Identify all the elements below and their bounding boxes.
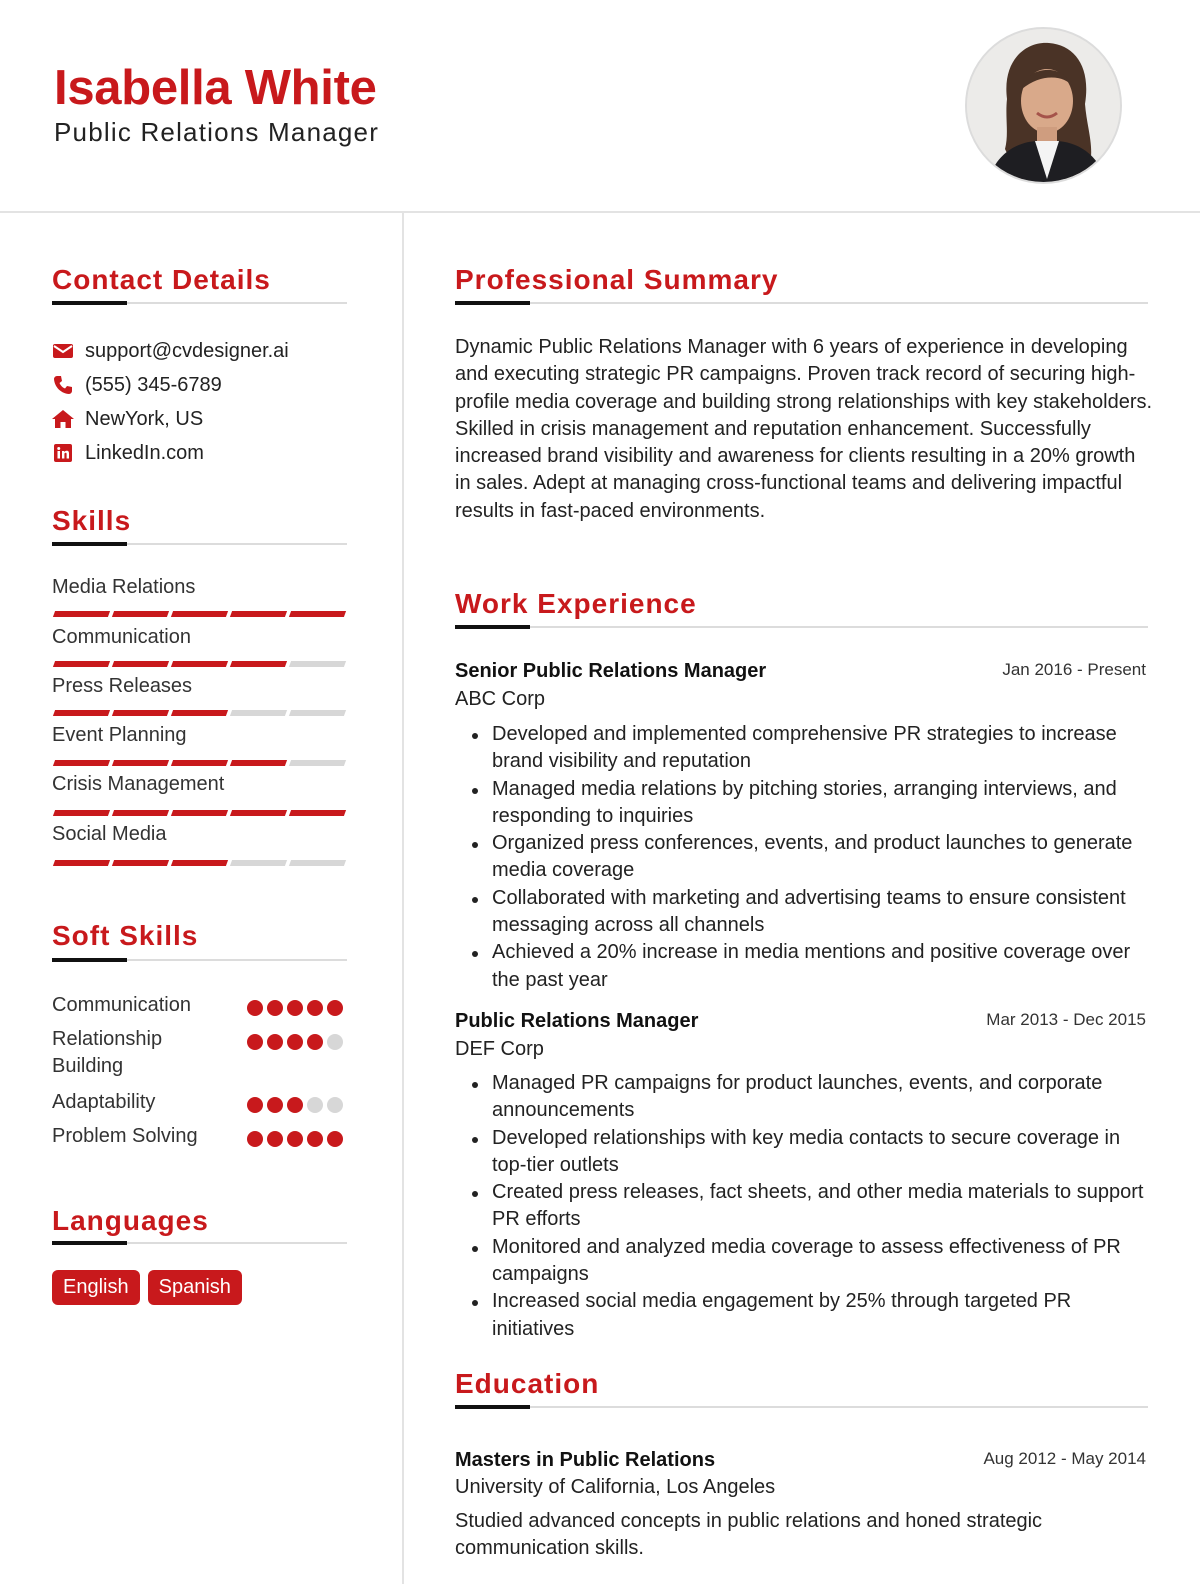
job-company: ABC Corp	[455, 688, 546, 710]
rating-dot-filled	[307, 1000, 323, 1016]
job-bullets	[470, 721, 1155, 994]
education-description: Studied advanced concepts in public relations and honed strategic communication skills.	[455, 1510, 1043, 1560]
skill-segment-filled	[112, 710, 169, 716]
list-item: Collaborated with marketing and advertising teams to ensure consistent messaging across all channels	[470, 885, 1155, 940]
rating-dot-filled	[287, 1131, 303, 1147]
skill-segment-filled	[53, 860, 110, 866]
skill-segment-empty	[289, 760, 346, 766]
contact-title: Contact Details	[52, 264, 271, 295]
skill-label: Crisis Management	[52, 773, 225, 795]
skill-bar	[54, 860, 349, 866]
candidate-name: Isabella White	[54, 61, 377, 115]
skill-segment-filled	[230, 611, 287, 617]
soft-skill-label: Communication	[52, 994, 191, 1016]
skill-segment-filled	[171, 810, 228, 816]
email-icon	[52, 340, 74, 362]
column-divider	[402, 213, 404, 1584]
soft-skill-rating	[247, 1034, 347, 1050]
soft-skill-rating	[247, 1097, 347, 1113]
job-bullets	[470, 1070, 1155, 1343]
contact-location	[52, 406, 203, 432]
skill-segment-filled	[230, 810, 287, 816]
rating-dot-filled	[267, 1097, 283, 1113]
rating-dot-filled	[327, 1131, 343, 1147]
rating-dot-filled	[307, 1131, 323, 1147]
skill-segment-filled	[53, 710, 110, 716]
linkedin-icon	[52, 442, 74, 464]
soft-skill-label: Problem Solving	[52, 1125, 198, 1147]
candidate-role: Public Relations Manager	[54, 117, 380, 147]
contact-email-text: support@cvdesigner.ai	[85, 339, 289, 362]
rating-dot-filled	[247, 1131, 263, 1147]
skill-segment-filled	[112, 810, 169, 816]
list-item: Developed relationships with key media contacts to secure coverage in top-tier outlets	[470, 1125, 1155, 1180]
rating-dot-empty	[307, 1097, 323, 1113]
rating-dot-filled	[267, 1000, 283, 1016]
skill-segment-filled	[171, 760, 228, 766]
skill-bar	[54, 810, 349, 816]
rating-dot-empty	[327, 1097, 343, 1113]
rating-dot-filled	[247, 1097, 263, 1113]
languages-title-underline	[52, 1242, 347, 1244]
soft-skill-label: Relationship Building	[52, 1028, 163, 1077]
resume-header	[0, 0, 1200, 213]
avatar	[965, 27, 1122, 184]
contact-phone-text: (555) 345-6789	[85, 373, 222, 396]
soft-skill-label: Adaptability	[52, 1091, 156, 1113]
language-list	[52, 1270, 250, 1305]
skill-label: Social Media	[52, 823, 167, 845]
list-item: Managed media relations by pitching stories, arranging interviews, and responding to inquiries	[470, 776, 1155, 831]
education-title-underline	[455, 1406, 1148, 1408]
skill-segment-filled	[53, 661, 110, 667]
job-title: Public Relations Manager	[455, 1010, 699, 1032]
contact-phone[interactable]	[52, 372, 222, 398]
phone-icon	[52, 374, 74, 396]
education-school: University of California, Los Angeles	[455, 1476, 776, 1498]
skill-segment-filled	[53, 760, 110, 766]
skill-segment-empty	[289, 860, 346, 866]
skill-label: Communication	[52, 626, 191, 648]
skill-segment-empty	[289, 710, 346, 716]
skill-segment-filled	[289, 810, 346, 816]
skill-segment-filled	[171, 860, 228, 866]
contact-location-text: NewYork, US	[85, 407, 204, 430]
list-item: Achieved a 20% increase in media mentions and positive coverage over the past year	[470, 939, 1155, 994]
skill-segment-empty	[289, 661, 346, 667]
soft-skills-title-underline	[52, 959, 347, 961]
skill-segment-filled	[289, 611, 346, 617]
skill-segment-filled	[112, 860, 169, 866]
skill-label: Event Planning	[52, 724, 187, 746]
soft-skill-rating	[247, 1000, 347, 1016]
skill-segment-filled	[53, 611, 110, 617]
rating-dot-filled	[267, 1034, 283, 1050]
job-dates: Jan 2016 - Present	[1002, 660, 1146, 679]
list-item: Developed and implemented comprehensive PR strategies to increase brand visibility and reputation	[470, 721, 1155, 776]
rating-dot-filled	[267, 1131, 283, 1147]
skill-label: Press Releases	[52, 675, 193, 697]
skill-segment-filled	[230, 760, 287, 766]
list-item: Increased social media engagement by 25% through targeted PR initiatives	[470, 1288, 1155, 1343]
language-tag: Spanish	[148, 1270, 242, 1305]
rating-dot-empty	[327, 1034, 343, 1050]
profile-photo	[967, 29, 1122, 184]
job-title: Senior Public Relations Manager	[455, 660, 767, 682]
skill-bar	[54, 661, 349, 667]
contact-linkedin[interactable]	[52, 440, 204, 466]
job-dates: Mar 2013 - Dec 2015	[986, 1010, 1146, 1029]
list-item: Organized press conferences, events, and product launches to generate media coverage	[470, 830, 1155, 885]
soft-skill-rating	[247, 1131, 347, 1147]
experience-title: Work Experience	[455, 588, 697, 619]
skill-bar	[54, 760, 349, 766]
education-title: Education	[455, 1368, 600, 1399]
skill-segment-filled	[171, 661, 228, 667]
summary-title: Professional Summary	[455, 264, 779, 295]
rating-dot-filled	[287, 1097, 303, 1113]
summary-text: Dynamic Public Relations Manager with 6 years of experience in developing and executing strategic PR campaigns. Proven track record of securing high-profile media coverage and building strong relationships with key stakeholders. Skilled in crisis management and reputation enhancement. Successfully increased brand visibility and awareness for clients resulting in a 20% growth in sales. Adept at managing cross-functional teams and delivering impactful results in fast-paced environments.	[455, 336, 1153, 522]
job-company: DEF Corp	[455, 1038, 544, 1060]
contact-email[interactable]	[52, 338, 289, 364]
skill-segment-filled	[112, 760, 169, 766]
skill-segment-filled	[112, 611, 169, 617]
language-tag: English	[52, 1270, 140, 1305]
skill-bar	[54, 710, 349, 716]
soft-skills-title: Soft Skills	[52, 920, 199, 951]
skill-segment-filled	[53, 810, 110, 816]
skill-label: Media Relations	[52, 576, 196, 598]
skill-segment-empty	[230, 860, 287, 866]
rating-dot-filled	[287, 1034, 303, 1050]
home-icon	[52, 408, 74, 430]
skill-segment-filled	[112, 661, 169, 667]
experience-title-underline	[455, 626, 1148, 628]
rating-dot-filled	[327, 1000, 343, 1016]
education-dates: Aug 2012 - May 2014	[983, 1449, 1146, 1468]
skill-bar	[54, 611, 349, 617]
skill-segment-filled	[171, 710, 228, 716]
list-item: Managed PR campaigns for product launches, events, and corporate announcements	[470, 1070, 1155, 1125]
rating-dot-filled	[287, 1000, 303, 1016]
skill-segment-filled	[230, 661, 287, 667]
skill-segment-empty	[230, 710, 287, 716]
rating-dot-filled	[307, 1034, 323, 1050]
summary-title-underline	[455, 302, 1148, 304]
rating-dot-filled	[247, 1000, 263, 1016]
languages-title: Languages	[52, 1205, 209, 1236]
contact-linkedin-text: LinkedIn.com	[85, 441, 204, 464]
education-degree: Masters in Public Relations	[455, 1449, 716, 1471]
list-item: Created press releases, fact sheets, and other media materials to support PR efforts	[470, 1179, 1155, 1234]
contact-title-underline	[52, 302, 347, 304]
skill-segment-filled	[171, 611, 228, 617]
rating-dot-filled	[247, 1034, 263, 1050]
skills-title-underline	[52, 543, 347, 545]
skills-title: Skills	[52, 505, 132, 536]
list-item: Monitored and analyzed media coverage to assess effectiveness of PR campaigns	[470, 1234, 1155, 1289]
